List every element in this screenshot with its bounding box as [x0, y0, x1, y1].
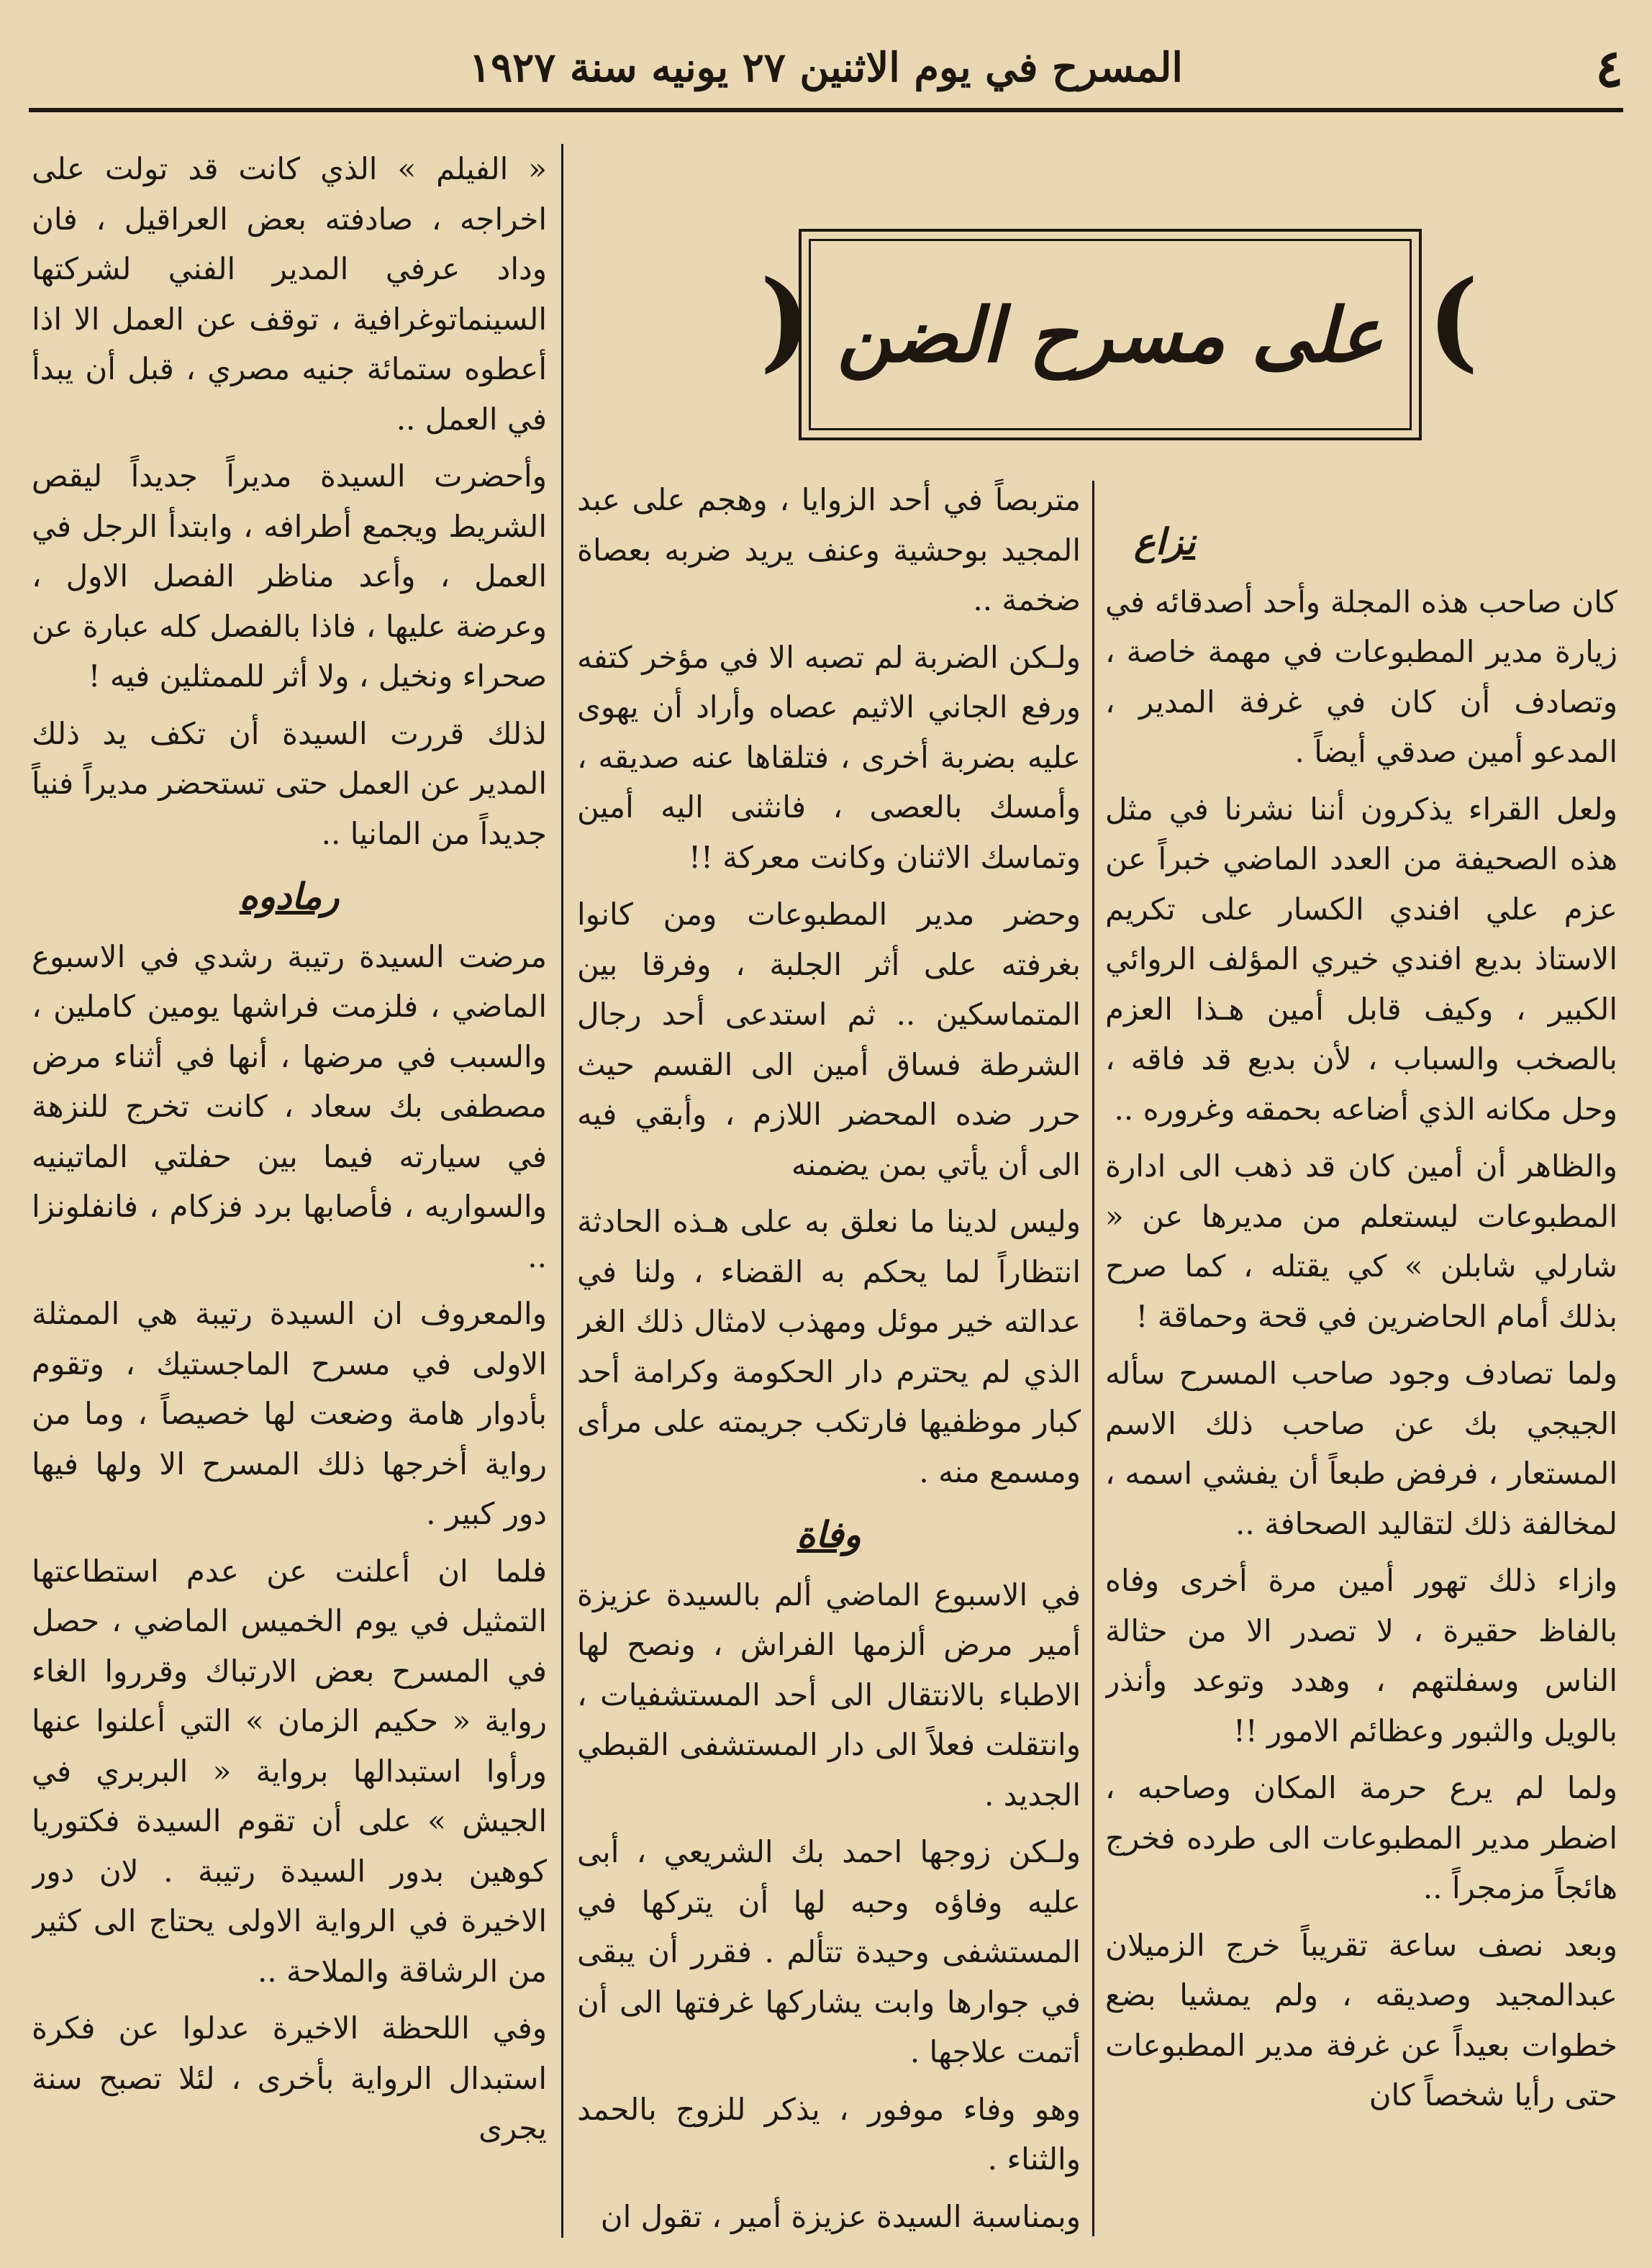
column-left: [32, 144, 547, 2238]
paragraph: ولعل القراء يذكرون أننا نشرنا في مثل هذه الصحيفة من العدد الماضي خبراً عن عزم علي افندي الكسار على تكريم الاستاذ بديع افندي خيري المؤلف الروائي الكبير ، وكيف قابل أمين هـذا العزم بالصخب والسباب ، لأن بديع قد فاقه ، وحل مكانه الذي أضاعه بحمقه وغروره ..: [1105, 791, 1617, 1127]
paragraph: وليس لدينا ما نعلق به على هـذه الحادثة انتظاراً لما يحكم به القضاء ، ولنا في عدالته خير موئل ومهذب لامثال ذلك الغر الذي لم يحترم دار الحكومة وكرامة أحد كبار موظفيها فارتكب جريمته على مرأى ومسمع منه .: [577, 1204, 1081, 1489]
paragraph: ولـكن زوجها احمد بك الشريعي ، أبى عليه وفاؤه وحبه لها أن يتركها في المستشفى وحيدة تتألم . فقرر أن يبقى في جوارها وابت يشاركها غرفتها الى أن أتمت علاجها .: [577, 1834, 1081, 2069]
paragraph: لذلك قررت السيدة أن تكف يد ذلك المدير عن العمل حتى تستحضر مديراً فنياً جديداً من المانيا ..: [32, 715, 547, 851]
paragraph: مرضت السيدة رتيبة رشدي في الاسبوع الماضي ، فلزمت فراشها يومين كاملين ، والسبب في مرضها ، أنها في أثناء مرض مصطفى بك سعاد ، كانت تخرج للنزهة في سيارته فيما بين حفلتي الماتينيه والسواريه ، فأصابها برد فزكام ، فانفلونزا ..: [32, 938, 547, 1274]
section-heading-ramadoh: رمادوه: [239, 875, 340, 917]
paragraph: ولـكن الضربة لم تصبه الا في مؤخر كتفه ورفع الجاني الاثيم عصاه وأراد أن يهوى عليه بضربة أخرى ، فتلقاها عنه صديقه ، وأمسك بالعصى ، فانثنى اليه أمين وتماسك الاثنان وكانت معركة !!: [577, 639, 1081, 875]
section-heading-death: وفاة: [796, 1513, 861, 1556]
title-bracket-left: (: [760, 257, 811, 384]
paragraph: وبمناسبة السيدة عزيزة أمير ، تقول ان: [600, 2198, 1081, 2234]
paragraph: « الفيلم » الذي كانت قد تولت على اخراجه ، صادفته بعض العراقيل ، فان وداد عرفي المدير الفني لشركتها السينماتوغرافية ، توقف عن العمل الا اذا أعطوه ستمائة جنيه مصري ، قبل أن يبدأ في العمل ..: [32, 151, 547, 437]
running-head: المسرح في يوم الاثنين ٢٧ يونيه سنة ١٩٢٧: [469, 44, 1183, 91]
feature-title: على مسرح الضن: [837, 290, 1384, 379]
paragraph: وحضر مدير المطبوعات ومن كانوا بغرفته على أثر الجلبة ، وفرقا بين المتماسكين .. ثم استدعى أحد رجال الشرطة فساق أمين الى القسم حيث حرر ضده المحضر اللازم ، وأبقي فيه الى أن يأتي بمن يضمنه: [577, 897, 1081, 1182]
feature-title-box: [799, 229, 1422, 440]
column-rule-left: [561, 144, 563, 2238]
paragraph: متربصاً في أحد الزوايا ، وهجم على عبد المجيد بوحشية وعنف يريد ضربه بعصاة ضخمة ..: [577, 482, 1081, 617]
paragraph: فلما ان أعلنت عن عدم استطاعتها التمثيل في يوم الخميس الماضي ، حصل في المسرح بعض الارتباك وقرروا الغاء رواية « حكيم الزمان » التي أعلنوا عنها ورأوا استبدالها برواية « البربري في الجيش » على أن تقوم السيدة فكتوريا كوهين بدور السيدة رتيبة . لان دور الاخيرة في الرواية الاولى يحتاج الى كثير من الرشاقة والملاحة ..: [32, 1553, 547, 1989]
section-heading-dispute: نزاع: [1134, 520, 1196, 563]
column-right: [1105, 504, 1617, 2231]
paragraph: ولما لم يرع حرمة المكان وصاحبه ، اضطر مدير المطبوعات الى طرده فخرج هائجاً مزمجراً ..: [1105, 1770, 1617, 1905]
paragraph: في الاسبوع الماضي ألم بالسيدة عزيزة أمير مرض ألزمها الفراش ، ونصح لها الاطباء بالانتقال الى أحد المستشفيات ، وانتقلت فعلاً الى دار المستشفى القبطي الجديد .: [577, 1577, 1081, 1813]
page-number: ٤: [1595, 37, 1623, 99]
paragraph: وفي اللحظة الاخيرة عدلوا عن فكرة استبدال الرواية بأخرى ، لئلا تصبح سنة يجرى: [32, 2010, 547, 2146]
paragraph: والظاهر أن أمين كان قد ذهب الى ادارة المطبوعات ليستعلم من مديرها عن « شارلي شابلن » كي يقتله ، كما صرح بذلك أمام الحاضرين في قحة وحماقة !: [1105, 1148, 1617, 1334]
column-middle: [577, 475, 1081, 2238]
paragraph: وبعد نصف ساعة تقريباً خرج الزميلان عبدالمجيد وصديقه ، ولم يمشيا بضع خطوات بعيداً عن غرفة مدير المطبوعات حتى رأيا شخصاً كان: [1105, 1927, 1617, 2113]
paragraph: كان صاحب هذه المجلة وأحد أصدقائه في زيارة مدير المطبوعات في مهمة خاصة ، وتصادف أن كان في غرفة المدير ، المدعو أمين صدقي أيضاً .: [1105, 584, 1617, 769]
paragraph: وازاء ذلك تهور أمين مرة أخرى وفاه بالفاظ حقيرة ، لا تصدر الا من حثالة الناس وسفلتهم ، وهدد وتوعد وأنذر بالويل والثبور وعظائم الامور !!: [1105, 1563, 1617, 1748]
paragraph: وأحضرت السيدة مديراً جديداً ليقص الشريط ويجمع أطرافه ، وابتدأ الرجل في العمل ، وأعد مناظر الفصل الاول ، وعرضة عليها ، فاذا بالفصل كله عبارة عن صحراء ونخيل ، ولا أثر للممثلين فيه !: [32, 458, 547, 694]
column-rule-right: [1092, 481, 1094, 2236]
page-header: [29, 27, 1623, 112]
title-bracket-right: ): [1428, 257, 1479, 384]
paragraph: وهو وفاء موفور ، يذكر للزوج بالحمد والثناء .: [577, 2091, 1081, 2177]
paragraph: والمعروف ان السيدة رتيبة هي الممثلة الاولى في مسرح الماجستيك ، وتقوم بأدوار هامة وضعت لها خصيصاً ، وما من رواية أخرجها ذلك المسرح الا ولها فيها دور كبير .: [32, 1296, 547, 1531]
paragraph: ولما تصادف وجود صاحب المسرح سأله الجيجي بك عن صاحب ذلك الاسم المستعار ، فرفض طبعاً أن يفشي اسمه ، لمخالفة ذلك لتقاليد الصحافة ..: [1105, 1356, 1617, 1541]
